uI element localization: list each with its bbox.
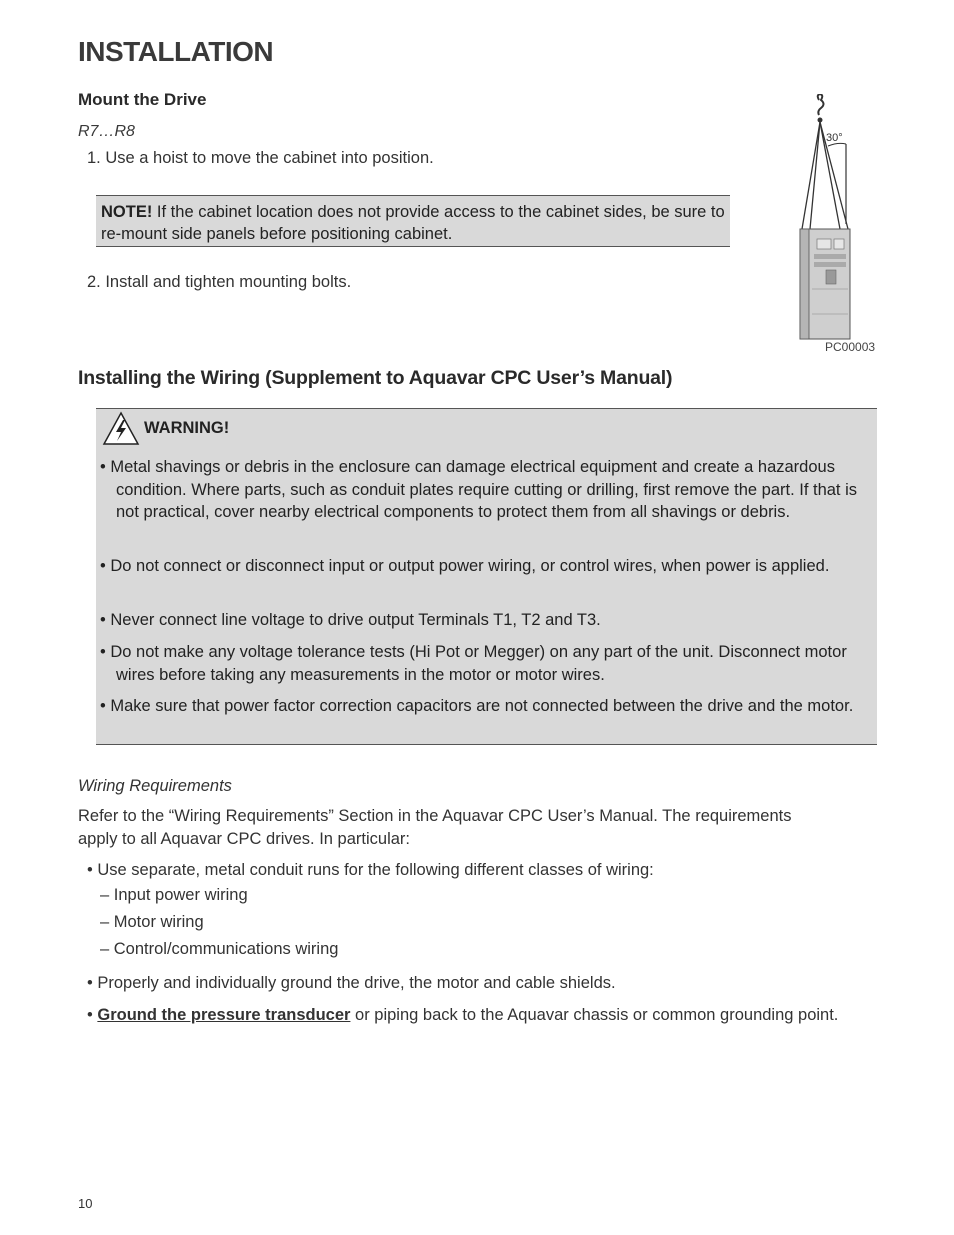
mount-heading: Mount the Drive [78,90,207,109]
ground-transducer-emphasis: Ground the pressure transducer [97,1006,351,1024]
warning-label: WARNING! [144,419,230,437]
wiring-requirements-paragraph: Refer to the “Wiring Requirements” Section in the Aquavar CPC User’s Manual. The requirements apply to all Aquavar CPC drives. In particular: [78,807,792,848]
hoist-cabinet-figure [790,94,880,344]
bullet-mark: • [87,1006,98,1024]
note-text: If the cabinet location does not provide access to the cabinet sides, be sure to re-mount side panels before positioning cabinet. [101,203,725,243]
wiring-section-title: Installing the Wiring (Supplement to Aquavar CPC User’s Manual) [78,367,673,389]
wiring-requirements-heading: Wiring Requirements [78,777,232,795]
list-item: • Use separate, metal conduit runs for the following different classes of wiring: [87,861,654,879]
hoist-hook-icon [818,94,824,123]
step-2: 2. Install and tighten mounting bolts. [87,273,352,291]
sub-list-item: – Input power wiring [100,886,248,904]
warning-item: • Never connect line voltage to drive output Terminals T1, T2 and T3. [100,611,601,629]
note-box [96,195,730,247]
warning-item: • Metal shavings or debris in the enclosure can damage electrical equipment and create a hazardous condition. Where parts, such as conduit plates require cutting or drilling, first remove the part. If that is not practical, cover nearby electrical components to protect them from all shavings or debris. [100,458,858,521]
cabinet-icon [800,229,850,339]
model-range: R7…R8 [78,123,135,140]
figure-caption: PC00003 [825,340,876,354]
warning-item: • Make sure that power factor correction capacitors are not connected between the drive and the motor. [100,697,854,715]
note-label: NOTE! [101,203,153,221]
page-title: INSTALLATION [78,36,274,67]
bullet-text: or piping back to the Aquavar chassis or common grounding point. [350,1006,839,1024]
angle-label: 30° [826,132,843,144]
electrical-hazard-icon [102,411,140,446]
list-item: • Properly and individually ground the drive, the motor and cable shields. [87,974,616,992]
page-number: 10 [78,1196,93,1211]
list-item-ground-transducer [87,1004,847,1027]
sub-list-item: – Motor wiring [100,913,204,931]
warning-item: • Do not make any voltage tolerance tests (Hi Pot or Megger) on any part of the unit. Disconnect motor wires before taking any measurements in the motor or motor wires. [100,643,847,684]
warning-item: • Do not connect or disconnect input or output power wiring, or control wires, when power is applied. [100,557,830,575]
sub-list-item: – Control/communications wiring [100,940,339,958]
step-1: 1. Use a hoist to move the cabinet into position. [87,149,434,167]
